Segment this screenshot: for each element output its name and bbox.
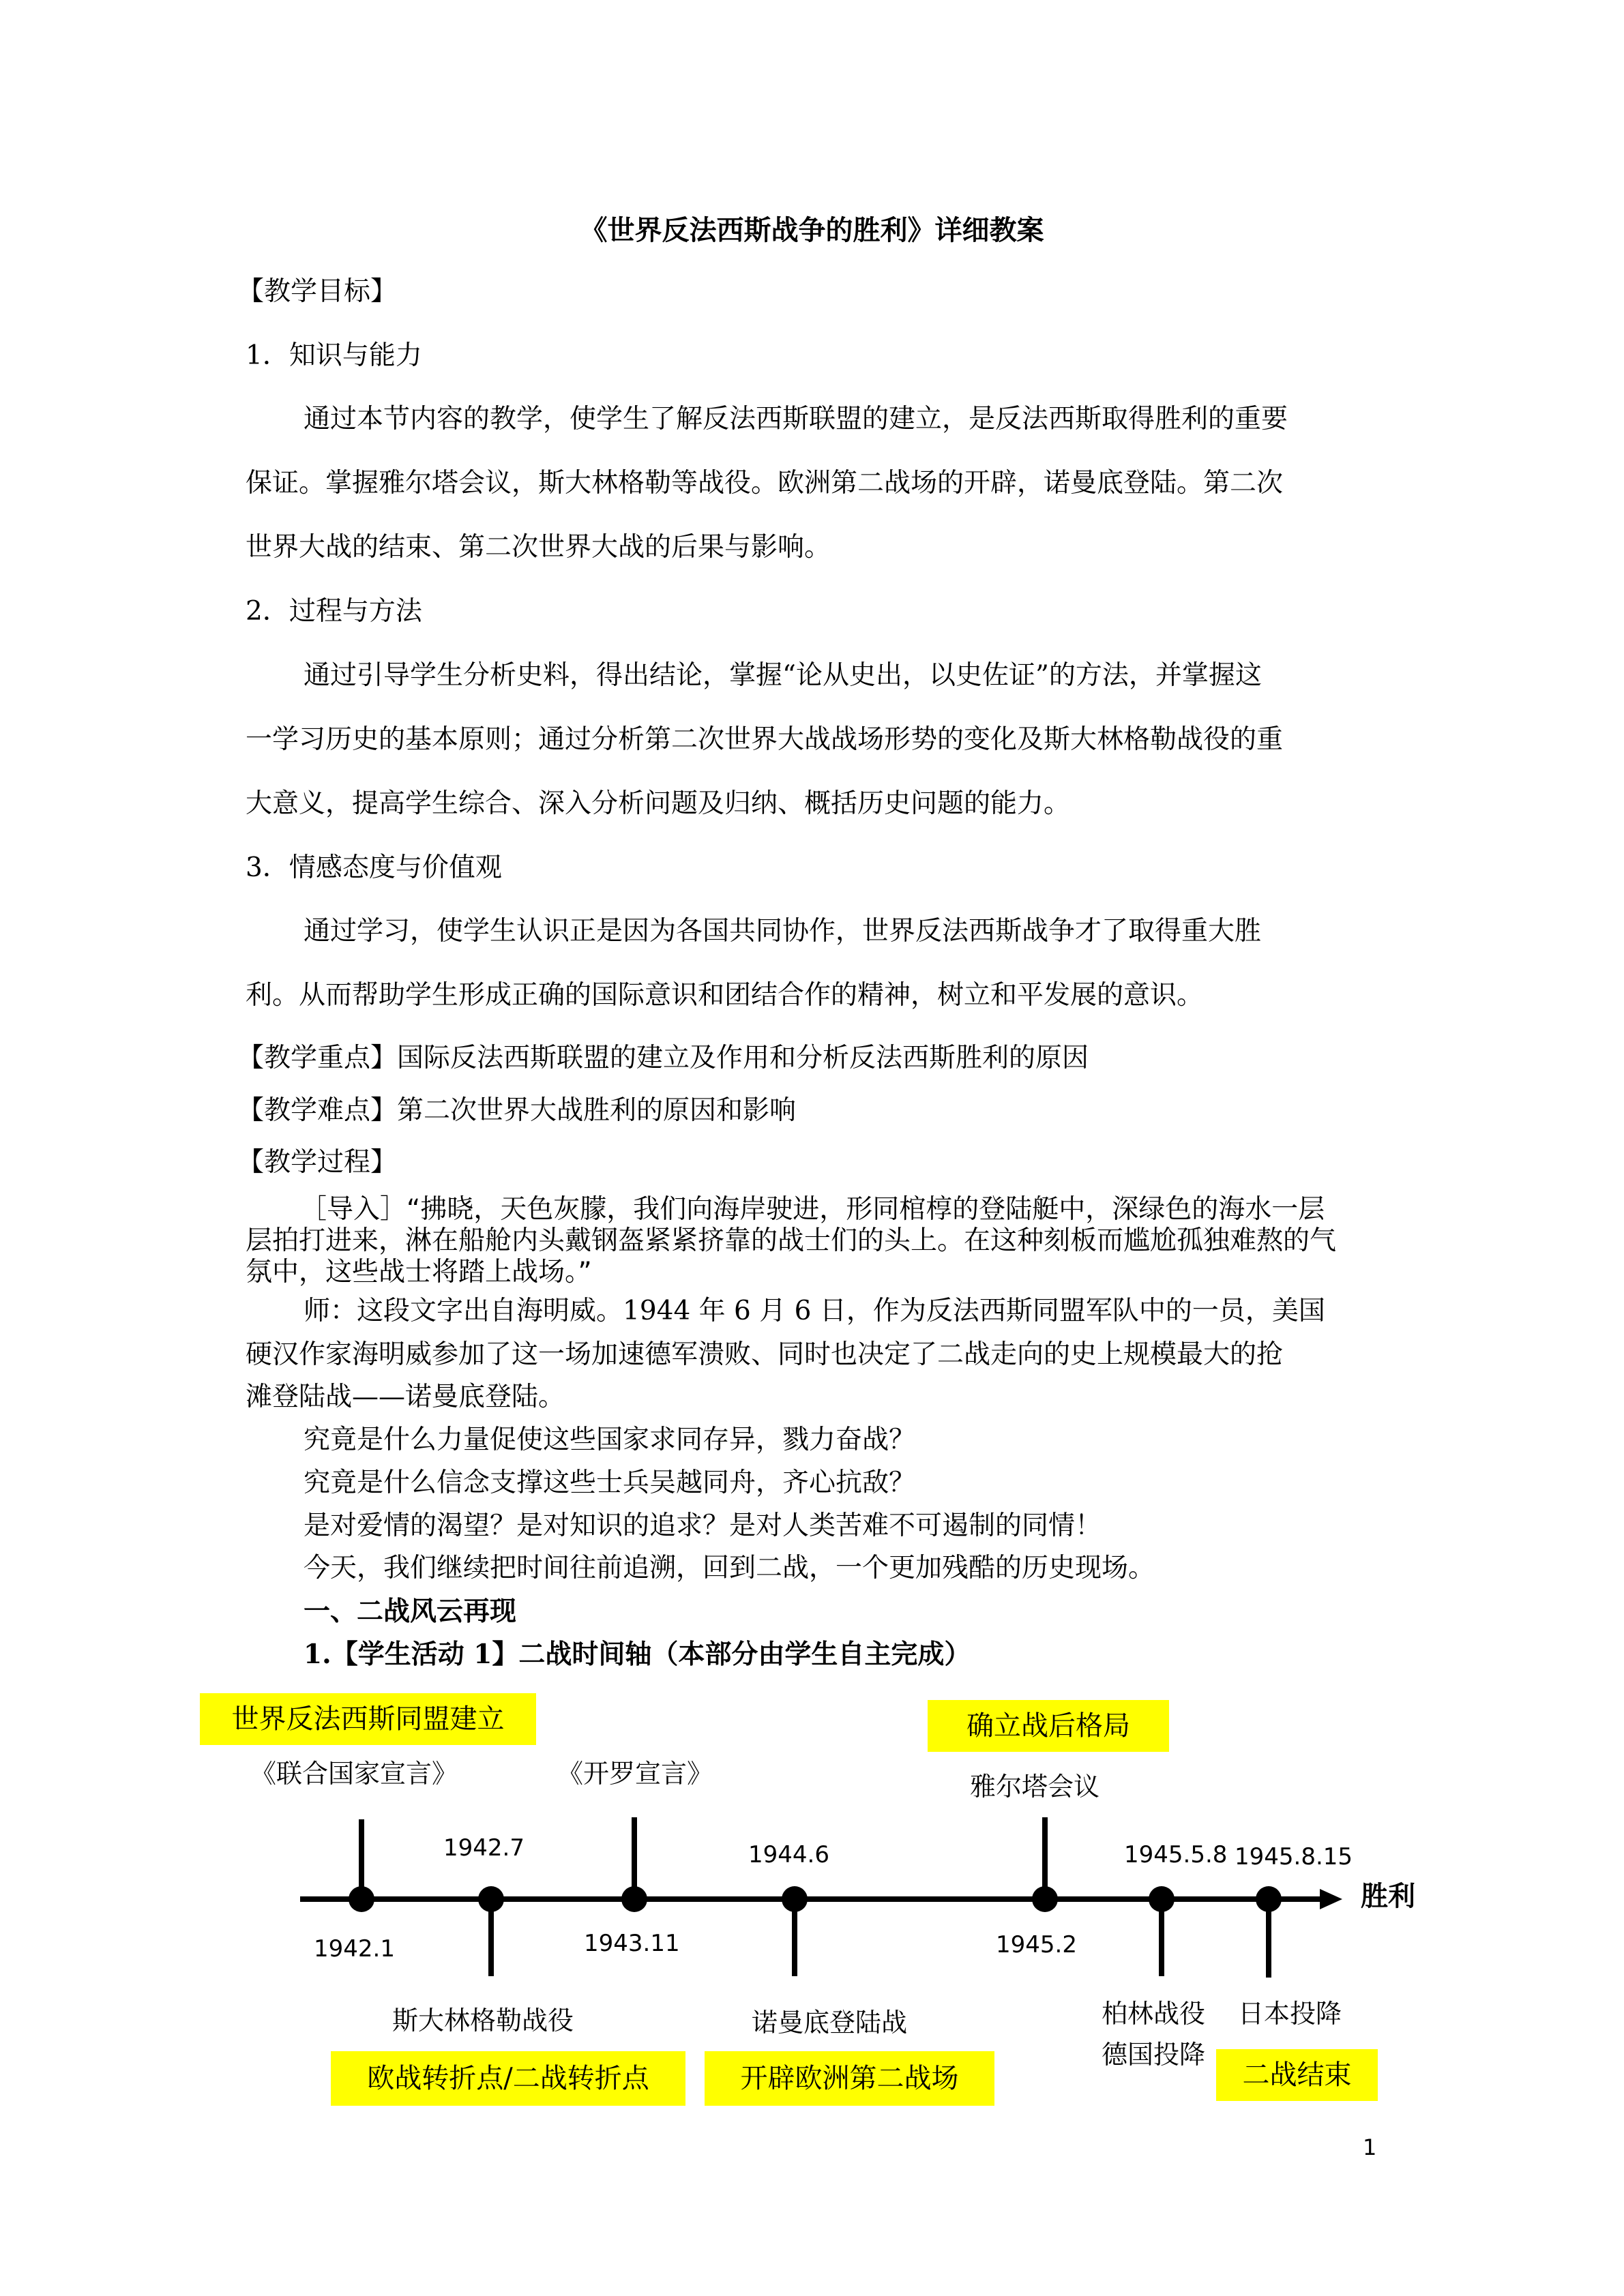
event-dot-1945-8-15 <box>1256 1886 1282 1912</box>
objectives-heading: 【教学目标】 <box>237 276 398 307</box>
highlight-turning-point: 欧战转折点/二战转折点 <box>331 2051 685 2106</box>
timeline-arrowhead <box>1320 1889 1342 1909</box>
event-name: 德国投降 <box>1102 2040 1206 2070</box>
timeline-end-label: 胜利 <box>1361 1880 1415 1912</box>
highlight-war-end: 二战结束 <box>1216 2049 1378 2101</box>
emotion-values-heading: 3．情感态度与价值观 <box>246 852 502 883</box>
paragraph-line: 通过学习，使学生认识正是因为各国共同协作，世界反法西斯战争才了取得重大胜 <box>304 916 1262 946</box>
teacher-line: 硬汉作家海明威参加了这一场加速德军溃败、同时也决定了二战走向的史上规模最大的抢 <box>246 1339 1284 1370</box>
event-name: 雅尔塔会议 <box>970 1772 1100 1802</box>
intro-line: 氛中，这些战士将踏上战场。” <box>246 1257 592 1287</box>
event-dot-1943-11 <box>621 1886 647 1912</box>
event-dot-1942-1 <box>349 1886 374 1912</box>
question-line: 是对爱情的渴望？是对知识的追求？是对人类苦难不可遏制的同情！ <box>304 1510 1102 1541</box>
highlight-alliance: 世界反法西斯同盟建立 <box>200 1693 536 1745</box>
event-name: 柏林战役 <box>1102 1999 1206 2029</box>
paragraph-line: 世界大战的结束、第二次世界大战的后果与影响。 <box>246 532 831 563</box>
event-date: 1943.11 <box>584 1930 680 1957</box>
page-title: 《世界反法西斯战争的胜利》详细教案 <box>580 214 1044 246</box>
question-line: 究竟是什么力量促使这些国家求同存异，戮力奋战？ <box>304 1425 916 1455</box>
question-line: 今天，我们继续把时间往前追溯，回到二战，一个更加残酷的历史现场。 <box>304 1553 1155 1583</box>
event-date: 1945.2 <box>996 1931 1077 1958</box>
event-name: 日本投降 <box>1238 1999 1342 2029</box>
event-name: 斯大林格勒战役 <box>392 2006 574 2036</box>
paragraph-line: 通过引导学生分析史料，得出结论，掌握“论从史出，以史佐证”的方法，并掌握这 <box>304 660 1262 691</box>
event-date: 1944.6 <box>748 1841 829 1868</box>
highlight-second-front: 开辟欧洲第二战场 <box>705 2051 994 2106</box>
knowledge-ability-heading: 1．知识与能力 <box>246 340 422 371</box>
paragraph-line: 一学习历史的基本原则；通过分析第二次世界大战战场形势的变化及斯大林格勒战役的重 <box>246 724 1284 755</box>
activity-heading: 1.【学生活动 1】二战时间轴（本部分由学生自主完成） <box>304 1639 971 1670</box>
page-number: 1 <box>1363 2134 1377 2160</box>
difficulty: 【教学难点】第二次世界大战胜利的原因和影响 <box>237 1095 797 1126</box>
event-dot-1944-6 <box>782 1886 808 1912</box>
teacher-line: 师：这段文字出自海明威。1944 年 6 月 6 日，作为反法西斯同盟军队中的一员，美国 <box>304 1296 1325 1326</box>
part1-heading: 一、二战风云再现 <box>304 1596 517 1627</box>
highlight-postwar: 确立战后格局 <box>928 1700 1169 1752</box>
paragraph-line: 保证。掌握雅尔塔会议，斯大林格勒等战役。欧洲第二战场的开辟，诺曼底登陆。第二次 <box>246 468 1284 498</box>
event-name: 《开罗宣言》 <box>557 1759 713 1789</box>
event-name: 诺曼底登陆战 <box>752 2008 908 2038</box>
event-dot-1945-5-8 <box>1149 1886 1175 1912</box>
key-point: 【教学重点】国际反法西斯联盟的建立及作用和分析反法西斯胜利的原因 <box>237 1043 1089 1073</box>
question-line: 究竟是什么信念支撑这些士兵吴越同舟，齐心抗敌？ <box>304 1467 916 1498</box>
event-dot-1942-7 <box>478 1886 504 1912</box>
process-heading: 【教学过程】 <box>237 1147 398 1178</box>
event-date: 1942.1 <box>314 1935 395 1963</box>
event-dot-1945-2 <box>1032 1886 1058 1912</box>
event-date: 1945.8.15 <box>1235 1843 1353 1870</box>
event-date: 1945.5.8 <box>1124 1841 1228 1868</box>
process-method-heading: 2．过程与方法 <box>246 596 422 627</box>
intro-line: ［导入］“拂晓，天色灰朦，我们向海岸驶进，形同棺椁的登陆艇中，深绿色的海水一层 <box>300 1194 1325 1225</box>
paragraph-line: 通过本节内容的教学，使学生了解反法西斯联盟的建立，是反法西斯取得胜利的重要 <box>304 404 1288 434</box>
teacher-line: 滩登陆战——诺曼底登陆。 <box>246 1382 565 1412</box>
intro-line: 层拍打进来，淋在船舱内头戴钢盔紧紧挤靠的战士们的头上。在这种刻板而尴尬孤独难熬的气 <box>246 1225 1337 1256</box>
paragraph-line: 利。从而帮助学生形成正确的国际意识和团结合作的精神，树立和平发展的意识。 <box>246 980 1204 1011</box>
event-name: 《联合国家宣言》 <box>250 1759 458 1789</box>
paragraph-line: 大意义，提高学生综合、深入分析问题及归纳、概括历史问题的能力。 <box>246 788 1071 819</box>
event-date: 1942.7 <box>443 1834 525 1862</box>
